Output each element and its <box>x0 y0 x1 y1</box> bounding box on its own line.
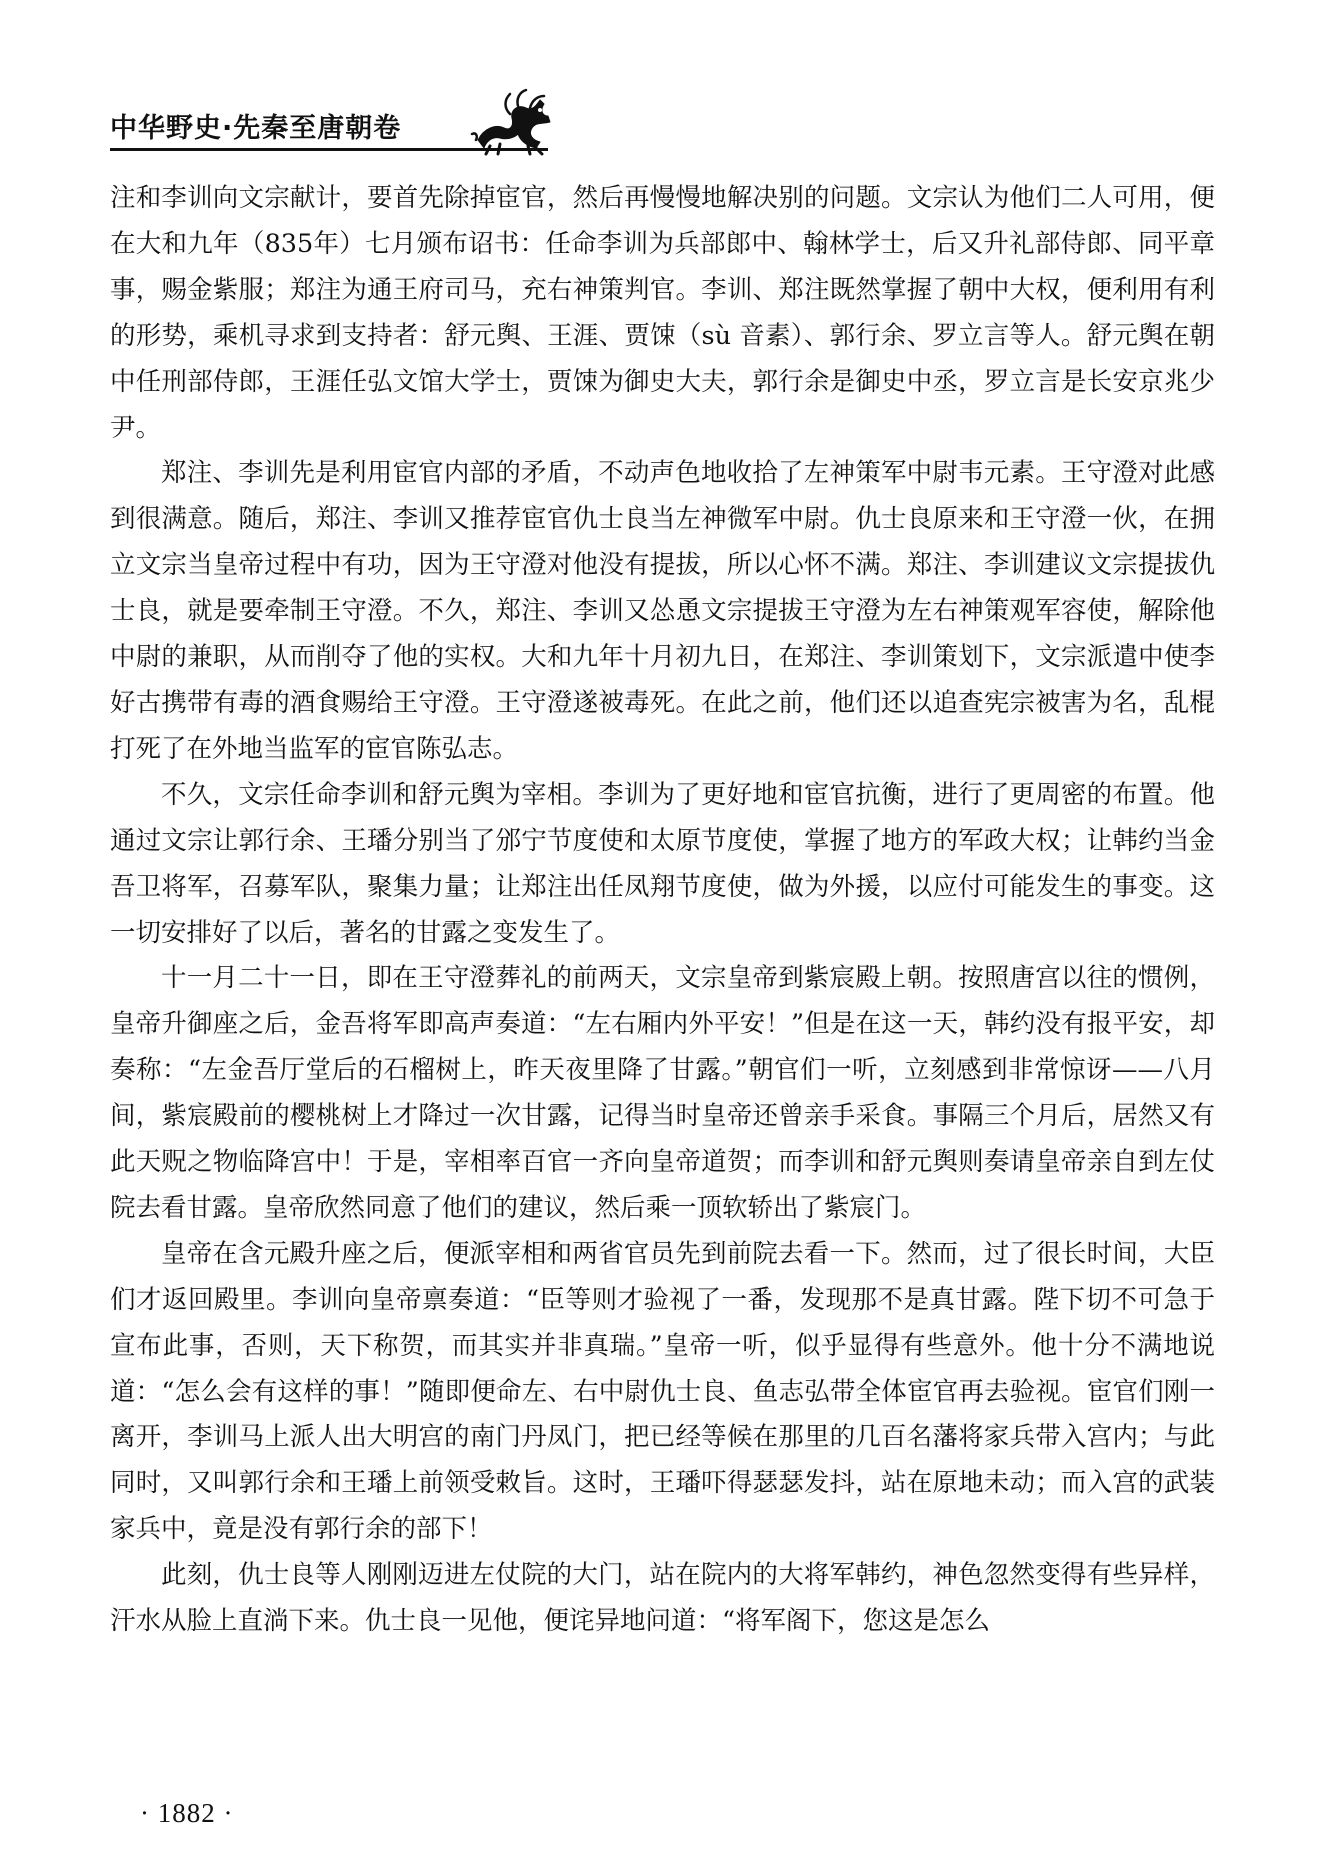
paragraph: 不久，文宗任命李训和舒元舆为宰相。李训为了更好地和宦官抗衡，进行了更周密的布置。他通过文宗让郭行余、王璠分别当了邠宁节度使和太原节度使，掌握了地方的军政大权；让韩约当金吾卫将军，召募军队，聚集力量；让郑注出任凤翔节度使，做为外援，以应付可能发生的事变。这一切安排好了以后，著名的甘露之变发生了。 <box>110 779 1215 948</box>
paragraph: 注和李训向文宗献计，要首先除掉宦官，然后再慢慢地解决别的问题。文宗认为他们二人可用，便在大和九年（835年）七月颁布诏书：任命李训为兵部郎中、翰林学士，后又升礼部侍郎、同平章事，赐金紫服；郑注为通王府司马，充右神策判官。李训、郑注既然掌握了朝中大权，便利用有利的形势，乘机寻求到支持者：舒元舆、王涯、贾𫗧（sù 音素）、郭行余、罗立言等人。舒元舆在朝中任刑部侍郎，王涯任弘文馆大学士，贾𫗧为御史大夫，郭行余是御史中丞，罗立言是长安京兆少尹。 <box>110 183 1215 443</box>
dragon-icon <box>470 88 560 158</box>
page-number: · 1882 · <box>140 1798 234 1828</box>
paragraph: 郑注、李训先是利用宦官内部的矛盾，不动声色地收拾了左神策军中尉韦元素。王守澄对此感到很满意。随后，郑注、李训又推荐宦官仇士良当左神微军中尉。仇士良原来和王守澄一伙，在拥立文宗当皇帝过程中有功，因为王守澄对他没有提拔，所以心怀不满。郑注、李训建议文宗提拔仇士良，就是要牵制王守澄。不久，郑注、李训又怂恿文宗提拔王守澄为左右神策观军容使，解除他中尉的兼职，从而削夺了他的实权。大和九年十月初九日，在郑注、李训策划下，文宗派遣中使李好古携带有毒的酒食赐给王守澄。王守澄遂被毒死。在此之前，他们还以追查宪宗被害为名，乱棍打死了在外地当监军的宦官陈弘志。 <box>110 458 1215 764</box>
paragraph: 十一月二十一日，即在王守澄葬礼的前两天，文宗皇帝到紫宸殿上朝。按照唐宫以往的惯例，皇帝升御座之后，金吾将军即高声奏道：“左右厢内外平安！”但是在这一天，韩约没有报平安，却奏称：“左金吾厅堂后的石榴树上，昨天夜里降了甘露。”朝官们一听，立刻感到非常惊讶——八月间，紫宸殿前的樱桃树上才降过一次甘露，记得当时皇帝还曾亲手采食。事隔三个月后，居然又有此天贶之物临降宫中！于是，宰相率百官一齐向皇帝道贺；而李训和舒元舆则奏请皇帝亲自到左仗院去看甘露。皇帝欣然同意了他们的建议，然后乘一顶软轿出了紫宸门。 <box>110 963 1215 1223</box>
body-text <box>110 176 1215 1645</box>
paragraph: 此刻，仇士良等人刚刚迈进左仗院的大门，站在院内的大将军韩约，神色忽然变得有些异样，汗水从脸上直淌下来。仇士良一见他，便诧异地问道：“将军阁下，您这是怎么 <box>110 1560 1215 1637</box>
book-title: 中华野史·先秦至唐朝卷 <box>110 113 402 144</box>
paragraph: 皇帝在含元殿升座之后，便派宰相和两省官员先到前院去看一下。然而，过了很长时间，大臣们才返回殿里。李训向皇帝禀奏道：“臣等则才验视了一番，发现那不是真甘露。陛下切不可急于宣布此事，否则，天下称贺，而其实并非真瑞。”皇帝一听，似乎显得有些意外。他十分不满地说道：“怎么会有这样的事！”随即便命左、右中尉仇士良、鱼志弘带全体宦官再去验视。宦官们刚一离开，李训马上派人出大明宫的南门丹凤门，把已经等候在那里的几百名藩将家兵带入宫内；与此同时，又叫郭行余和王璠上前领受敕旨。这时，王璠吓得瑟瑟发抖，站在原地未动；而入宫的武装家兵中，竟是没有郭行余的部下！ <box>110 1238 1215 1545</box>
